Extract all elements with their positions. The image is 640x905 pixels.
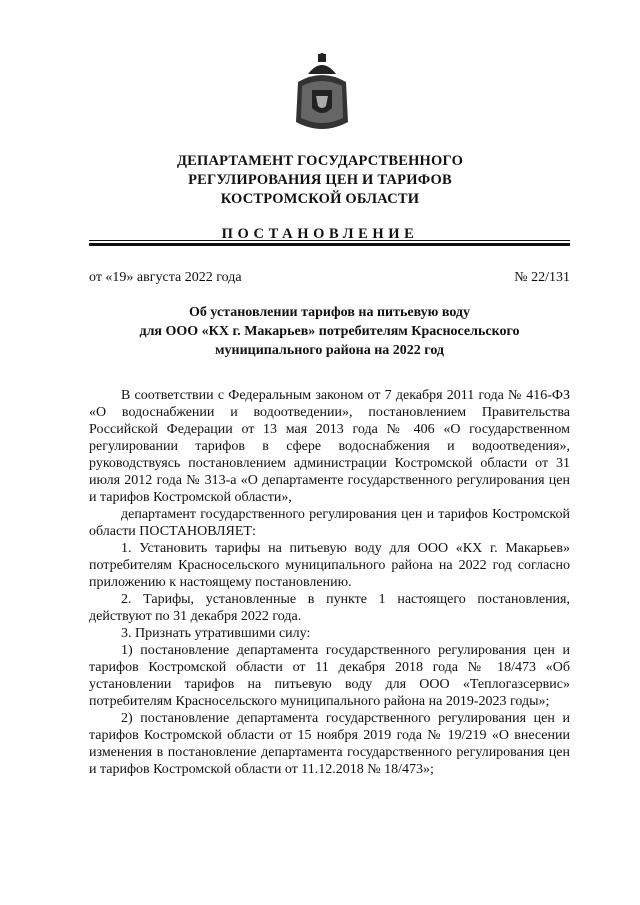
document-body bbox=[89, 387, 570, 778]
body-paragraph: В соответствии с Федеральным законом от 7 декабря 2011 года № 416-ФЗ «О водоснабжении и водоотведении», постановлением Правительства Российской Федерации от 13 мая 2013 года № 406 «О государственном регулировании тарифов в сфере водоснабжения и водоотведения», руководствуясь постановлением администрации Костромской области от 31 июля 2012 года № 313-а «О департаменте государственного регулирования цен и тарифов Костромской области», bbox=[89, 388, 570, 505]
document-number: № 22/131 bbox=[514, 270, 570, 285]
date-line bbox=[89, 270, 570, 286]
coat-of-arms-icon bbox=[294, 52, 350, 136]
department-line: КОСТРОМСКОЙ ОБЛАСТИ bbox=[220, 191, 420, 207]
department-line: ДЕПАРТАМЕНТ ГОСУДАРСТВЕННОГО bbox=[176, 153, 464, 169]
body-paragraph: департамент государственного регулирования цен и тарифов Костромской области ПОСТАНОВЛЯЕТ: bbox=[89, 507, 570, 539]
document-subject bbox=[89, 303, 570, 360]
header-divider bbox=[89, 240, 570, 246]
document-type: ПОСТАНОВЛЕНИЕ bbox=[221, 226, 419, 242]
department-line: РЕГУЛИРОВАНИЯ ЦЕН И ТАРИФОВ bbox=[188, 172, 452, 188]
body-paragraph: 3. Признать утратившими силу: bbox=[121, 626, 311, 641]
body-paragraph: 2) постановление департамента государственного регулирования цен и тарифов Костромской области от 15 ноября 2019 года № 19/219 «О внесении изменения в постановление департамента государственного регулирования цен и тарифов Костромской области от 11.12.2018 № 18/473»; bbox=[89, 711, 570, 777]
body-paragraph: 2. Тарифы, установленные в пункте 1 настоящего постановления, действуют по 31 декабря 2022 года. bbox=[89, 592, 570, 624]
body-paragraph: 1) постановление департамента государственного регулирования цен и тарифов Костромской области от 11 декабря 2018 года № 18/473 «Об установлении тарифов на питьевую воду для ООО «Теплогазсервис» потребителям Красносельского муниципального района на 2019-2023 годы»; bbox=[89, 643, 570, 709]
subject-line: для ООО «КХ г. Макарьев» потребителям Красносельского bbox=[139, 324, 520, 339]
subject-line: муниципального района на 2022 год bbox=[215, 343, 444, 358]
document-date: от «19» августа 2022 года bbox=[89, 270, 242, 285]
body-paragraph: 1. Установить тарифы на питьевую воду для ООО «КХ г. Макарьев» потребителям Красносельского муниципального района на 2022 год согласно приложению к настоящему постановлению. bbox=[89, 541, 570, 590]
subject-line: Об установлении тарифов на питьевую воду bbox=[189, 305, 470, 320]
department-name bbox=[0, 152, 640, 209]
